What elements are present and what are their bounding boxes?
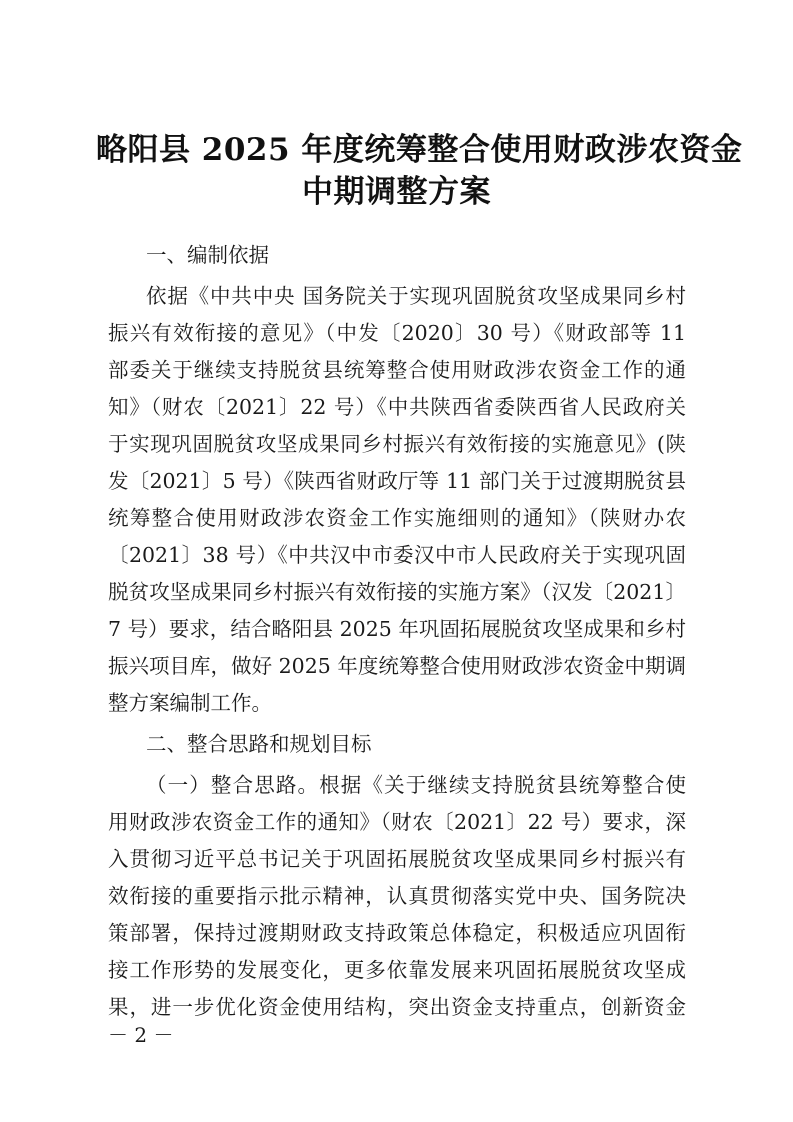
page-number: － 2 － [108,1023,174,1047]
paragraph-line: 统筹整合使用财政涉农资金工作实施细则的通知》（陕财办农 [108,506,686,530]
paragraph-line: 振兴有效衔接的意见》（中发〔2020〕30 号）《财政部等 11 [108,321,686,345]
paragraph-line: 部委关于继续支持脱贫县统筹整合使用财政涉农资金工作的通 [108,358,686,382]
document-title-line-1: 略阳县 2025 年度统筹整合使用财政涉农资金 [96,132,743,168]
paragraph-line: 效衔接的重要指示批示精神，认真贯彻落实党中央、国务院决 [108,884,686,908]
paragraph-line: 振兴项目库，做好 2025 年度统筹整合使用财政涉农资金中期调 [108,654,686,678]
paragraph-line: 用财政涉农资金工作的通知》（财农〔2021〕22 号）要求，深 [108,810,686,834]
paragraph-line: 于实现巩固脱贫攻坚成果同乡村振兴有效衔接的实施意见》(陕 [108,432,686,456]
paragraph-line: 入贯彻习近平总书记关于巩固拓展脱贫攻坚成果同乡村振兴有 [108,847,686,871]
paragraph-line: 7 号）要求，结合略阳县 2025 年巩固拓展脱贫攻坚成果和乡村 [108,617,686,641]
paragraph-line: 策部署，保持过渡期财政支持政策总体稳定，积极适应巩固衔 [108,921,686,945]
paragraph-line: 发〔2021〕5 号）《陕西省财政厅等 11 部门关于过渡期脱贫县 [108,469,686,493]
section-1-heading: 一、编制依据 [146,243,269,267]
paragraph-line: 果，进一步优化资金使用结构，突出资金支持重点，创新资金 [108,995,686,1019]
paragraph-line: 知》（财农〔2021〕22 号）《中共陕西省委陕西省人民政府关 [108,395,686,419]
paragraph-line: 整方案编制工作。 [108,691,272,715]
section-2-heading: 二、整合思路和规划目标 [146,732,372,756]
document-title-line-2: 中期调整方案 [302,174,491,210]
paragraph-line: 接工作形势的发展变化，更多依靠发展来巩固拓展脱贫攻坚成 [108,958,686,982]
paragraph-line: 〔2021〕38 号）《中共汉中市委汉中市人民政府关于实现巩固 [108,543,686,567]
paragraph-line: 脱贫攻坚成果同乡村振兴有效衔接的实施方案》（汉发〔2021〕 [108,580,686,604]
paragraph-line: 依据《中共中央 国务院关于实现巩固脱贫攻坚成果同乡村 [146,284,686,308]
paragraph-line: （一）整合思路。根据《关于继续支持脱贫县统筹整合使 [146,773,686,797]
